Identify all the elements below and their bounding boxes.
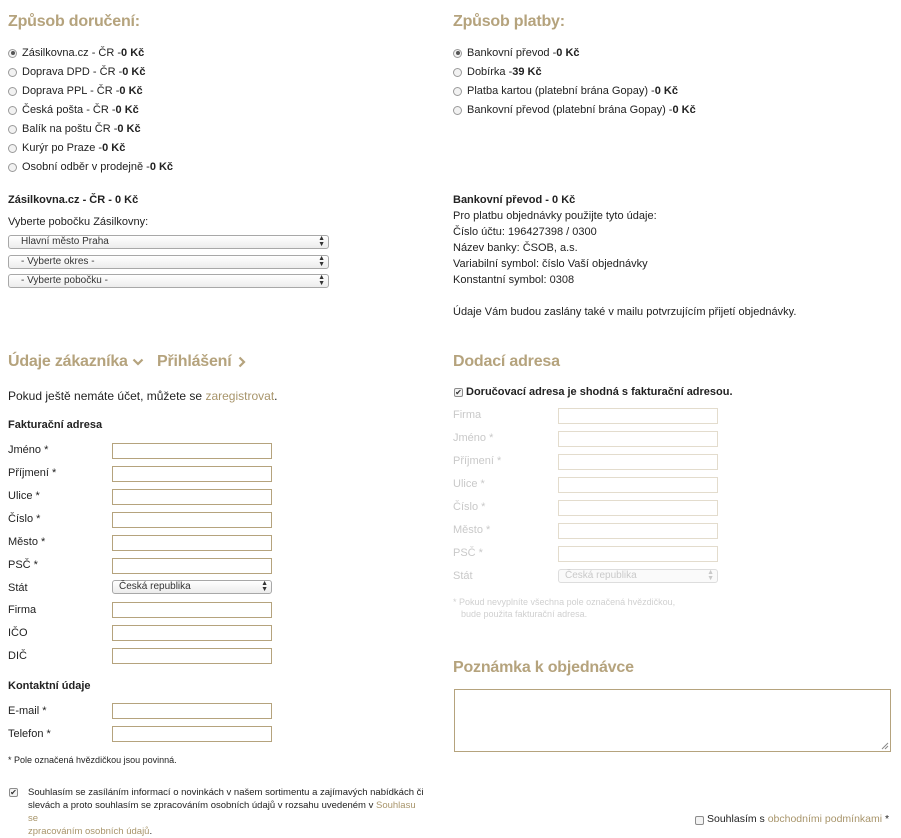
payment-option-price: 0 Kč [556, 47, 580, 59]
payment-line: Variabilní symbol: číslo Vaší objednávky [453, 258, 648, 270]
shipping-option-price: 0 Kč [102, 142, 126, 154]
city-input[interactable] [112, 535, 272, 551]
payment-email-note: Údaje Vám budou zaslány také v mailu potvrzujícím přijetí objednávky. [453, 306, 797, 318]
delivery-company-input[interactable] [558, 408, 718, 424]
select-arrows-icon: ▲ ▼ [318, 255, 325, 268]
consent-link[interactable]: Souhlasu se [28, 800, 416, 824]
chevron-down-icon [132, 357, 144, 367]
chevron-right-icon [237, 356, 247, 368]
tab-customer-details[interactable]: Údaje zákazníka [8, 353, 144, 371]
label-first-name: Jméno * [8, 444, 49, 456]
payment-option-name: Platba kartou (platební brána Gopay) - [467, 85, 655, 97]
contact-heading: Kontaktní údaje [8, 680, 91, 692]
label-company: Firma [8, 604, 37, 616]
label-email: E-mail * [8, 705, 47, 717]
delivery-label-last-name: Příjmení * [453, 455, 502, 467]
label-country: Stát [8, 582, 28, 594]
billing-heading: Fakturační adresa [8, 419, 103, 431]
order-note-heading: Poznámka k objednávce [453, 659, 634, 676]
delivery-note: * Pokud nevyplníte všechna pole označená hvězdičkou, bude použita fakturační adresa. [453, 597, 676, 619]
payment-radio[interactable] [453, 87, 462, 96]
delivery-label-country: Stát [453, 570, 473, 582]
company-input[interactable] [112, 602, 272, 618]
payment-line: Číslo účtu: 196427398 / 0300 [453, 226, 597, 238]
shipping-option-price: 0 Kč [122, 66, 146, 78]
payment-radio[interactable] [453, 49, 462, 58]
newsletter-consent-checkbox[interactable] [9, 788, 18, 797]
payment-radio[interactable] [453, 68, 462, 77]
shipping-radio[interactable] [8, 163, 17, 172]
region-select[interactable]: Hlavní město Praha ▲ ▼ [8, 235, 329, 249]
terms-checkbox[interactable] [695, 816, 704, 825]
select-arrows-icon: ▲ ▼ [707, 569, 714, 582]
resize-handle-icon [881, 742, 889, 750]
shipping-option-price: 0 Kč [121, 47, 145, 59]
shipping-option-name: Kurýr po Praze - [22, 142, 103, 154]
label-phone: Telefon * [8, 728, 51, 740]
same-address-label: Doručovací adresa je shodná s fakturační adresou. [466, 386, 733, 398]
dic-input[interactable] [112, 648, 272, 664]
shipping-option[interactable] [8, 123, 141, 135]
email-input[interactable] [112, 703, 272, 719]
same-address-checkbox[interactable] [454, 388, 463, 397]
payment-option[interactable] [453, 104, 696, 116]
register-prompt: Pokud ještě nemáte účet, můžete se zaregistrovat. [8, 389, 278, 403]
delivery-heading: Dodací adresa [453, 353, 560, 370]
delivery-number-input[interactable] [558, 500, 718, 516]
payment-option-name: Bankovní převod (platební brána Gopay) - [467, 104, 673, 116]
select-arrows-icon: ▲ ▼ [318, 235, 325, 248]
payment-option-price: 0 Kč [672, 104, 696, 116]
delivery-country-select[interactable]: Česká republika ▲ ▼ [558, 569, 718, 583]
shipping-option[interactable] [8, 104, 139, 116]
terms-link[interactable]: obchodními podmínkami [767, 813, 883, 825]
check-icon: ✔ [10, 788, 17, 797]
shipping-option-name: Česká pošta - ČR - [22, 104, 116, 116]
consent-link-cont[interactable]: zpracováním osobních údajů [28, 826, 150, 837]
country-select[interactable]: Česká republika ▲ ▼ [112, 580, 272, 594]
payment-option[interactable] [453, 85, 678, 97]
shipping-option-price: 0 Kč [149, 161, 174, 173]
payment-option-price: 39 Kč [512, 66, 542, 78]
district-select[interactable]: - Vyberte okres - ▲ ▼ [8, 255, 329, 269]
shipping-option[interactable] [8, 66, 146, 78]
payment-line: Pro platbu objednávky použijte tyto údaje: [453, 210, 657, 222]
shipping-radio[interactable] [8, 144, 17, 153]
shipping-option[interactable] [8, 85, 143, 97]
delivery-label-company: Firma [453, 409, 482, 421]
shipping-detail-title: Zásilkovna.cz - ČR - 0 Kč [8, 194, 139, 206]
shipping-radio[interactable] [8, 125, 17, 134]
shipping-option-name: Zásilkovna.cz - ČR - [22, 47, 122, 59]
branch-select[interactable]: - Vyberte pobočku - ▲ ▼ [8, 274, 329, 288]
payment-radio[interactable] [453, 106, 462, 115]
last-name-input[interactable] [112, 466, 272, 482]
zip-input[interactable] [112, 558, 272, 574]
ico-input[interactable] [112, 625, 272, 641]
payment-option[interactable] [453, 66, 542, 78]
delivery-label-number: Číslo * [453, 501, 486, 513]
delivery-city-input[interactable] [558, 523, 718, 539]
shipping-option-price: 0 Kč [117, 123, 141, 135]
payment-option[interactable] [453, 47, 580, 59]
payment-option-price: 0 Kč [654, 85, 678, 97]
payment-line: Název banky: ČSOB, a.s. [453, 242, 578, 254]
newsletter-consent-text: Souhlasím se zasíláním informací o novinkách v našem sortimentu a zajímavých nabídkách či slevách a proto souhlasím se zpracováním osobních údajů v rozsahu uvedeném v Souhlasu se zpracováním osobních údajů. [28, 787, 424, 837]
check-icon: ✔ [455, 388, 462, 397]
shipping-option-name: Osobní odběr v prodejně - [22, 161, 150, 173]
shipping-option-price: 0 Kč [119, 85, 143, 97]
shipping-heading: Způsob doručení: [8, 13, 140, 30]
first-name-input[interactable] [112, 443, 272, 459]
tab-login[interactable]: Přihlášení [157, 353, 247, 371]
shipping-option-name: Doprava PPL - ČR - [22, 85, 120, 97]
label-dic: DIČ [8, 650, 27, 662]
shipping-option[interactable] [8, 47, 144, 59]
order-note-textarea[interactable] [454, 689, 891, 752]
house-number-input[interactable] [112, 512, 272, 528]
shipping-option[interactable] [8, 142, 125, 154]
shipping-radio[interactable] [8, 68, 17, 77]
delivery-label-first-name: Jméno * [453, 432, 494, 444]
label-zip: PSČ * [8, 559, 38, 571]
register-link[interactable]: zaregistrovat [205, 389, 275, 403]
delivery-label-zip: PSČ * [453, 547, 483, 559]
delivery-street-input[interactable] [558, 477, 718, 493]
delivery-zip-input[interactable] [558, 546, 718, 562]
street-input[interactable] [112, 489, 272, 505]
payment-option-name: Bankovní převod - [467, 47, 557, 59]
payment-detail-title: Bankovní převod - 0 Kč [453, 194, 576, 206]
select-arrows-icon: ▲ ▼ [261, 580, 268, 593]
branch-label: Vyberte pobočku Zásilkovny: [8, 216, 149, 228]
label-last-name: Příjmení * [8, 467, 57, 479]
shipping-option-name: Doprava DPD - ČR - [22, 66, 123, 78]
delivery-last-name-input[interactable] [558, 454, 718, 470]
delivery-first-name-input[interactable] [558, 431, 718, 447]
payment-option-name: Dobírka - [467, 66, 513, 78]
phone-input[interactable] [112, 726, 272, 742]
label-ico: IČO [8, 627, 28, 639]
payment-heading: Způsob platby: [453, 13, 565, 30]
terms-label: Souhlasím s obchodními podmínkami * [707, 813, 890, 825]
select-arrows-icon: ▲ ▼ [318, 274, 325, 287]
shipping-radio[interactable] [8, 49, 17, 58]
shipping-radio[interactable] [8, 87, 17, 96]
shipping-option-price: 0 Kč [115, 104, 139, 116]
shipping-radio[interactable] [8, 106, 17, 115]
shipping-option-name: Balík na poštu ČR - [22, 123, 118, 135]
label-city: Město * [8, 536, 46, 548]
label-street: Ulice * [8, 490, 40, 502]
delivery-label-street: Ulice * [453, 478, 485, 490]
delivery-label-city: Město * [453, 524, 491, 536]
required-note: * Pole označená hvězdičkou jsou povinná. [8, 755, 177, 765]
payment-line: Konstantní symbol: 0308 [453, 274, 575, 286]
label-number: Číslo * [8, 513, 41, 525]
shipping-option[interactable] [8, 161, 173, 173]
